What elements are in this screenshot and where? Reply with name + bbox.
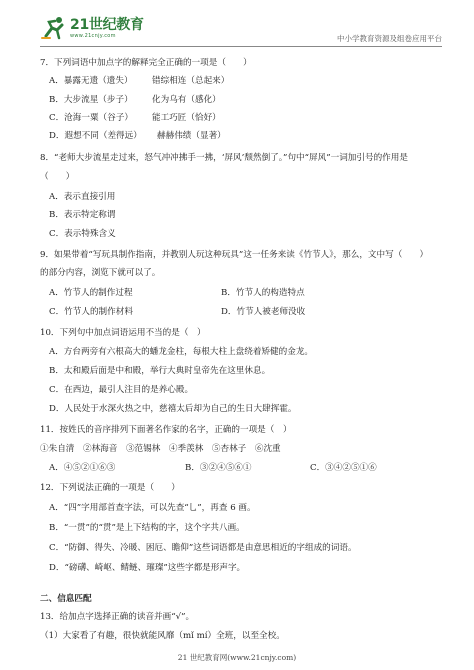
q8-option-c: C．表示特殊含义 <box>49 229 116 239</box>
page-footer: 21 世纪教育网(www.21cnjy.com) <box>177 653 297 662</box>
q13-stem: 13．给加点字选择正确的读音并画“√”。 <box>40 612 195 622</box>
q9-stem-line1: 9．如果带着“写玩具制作指南，并教别人玩这种玩具”这一任务来读《竹节人》，那么，文中写（ ） <box>40 250 429 260</box>
logo <box>40 14 144 42</box>
q7-option-a1: A．暴露无遗（遗失） <box>49 76 133 86</box>
q7-stem: 7．下列词语中加点字的解释完全正确的一项是（ ） <box>40 58 252 68</box>
logo-url: www.21cnjy.com <box>70 32 116 39</box>
q9-stem-line2: 的部分内容，浏览下就可以了。 <box>40 268 161 278</box>
q11-option-c: C．③④②⑤①⑥ <box>310 463 377 473</box>
q12-stem: 12．下列说法正确的一项是（ ） <box>40 483 180 493</box>
q9-option-a: A．竹节人的制作过程 <box>49 288 133 298</box>
q10-option-a: A．方台两旁有六根高大的蟠龙金柱，每根大柱上盘绕着矫健的金龙。 <box>49 347 314 357</box>
q8-option-b: B．表示特定称谓 <box>49 210 116 220</box>
q10-option-b: B．太和殿后面是中和殿，举行大典时皇帝先在这里休息。 <box>49 366 271 376</box>
q7-option-a2: 错综相连（总起来） <box>152 76 230 86</box>
section-2-title: 二、信息匹配 <box>40 594 92 604</box>
q12-option-d: D．“磅礴、崎岖、鲭鲢、璀璨”这些字都是形声字。 <box>49 563 246 573</box>
q8-stem: 8．“老师大步流星走过来，怒气冲冲拂手一拂，‘屏风’颓然倒了。”句中“屏风”一词加引号的作用是 <box>40 153 408 163</box>
q10-stem: 10．下列句中加点词语运用不当的是（ ） <box>40 328 206 338</box>
q7-option-d1: D．遐想不同（差得远） <box>49 131 142 141</box>
q10-option-c: C．在西边，最引人注目的是养心殿。 <box>49 385 194 395</box>
q13-sub1: （1）大家看了有趣，很快就能风靡（mǐ mí）全班，以至全校。 <box>40 631 285 641</box>
q12-option-a: A．“四”字用部首查字法，可以先查“乚”，再查 6 画。 <box>49 503 256 513</box>
q11-option-a: A．④⑤②①⑥③ <box>49 463 116 473</box>
platform-name: 中小学教育资源及组卷应用平台 <box>337 34 442 43</box>
q8-blank: （ ） <box>40 172 75 182</box>
logo-title: 21世纪教育 <box>70 16 144 33</box>
q9-option-b: B．竹节人的构造特点 <box>221 288 305 298</box>
q12-option-c: C．“防御、得失、冷暖、困厄、瞻仰”这些词语都是由意思相近的字组成的词语。 <box>49 543 357 553</box>
q7-option-d2: 赫赫伟绩（显著） <box>157 131 226 141</box>
page-header <box>40 14 442 44</box>
q8-option-a: A．表示直接引用 <box>49 192 116 202</box>
q9-option-d: D．竹节人被老师没收 <box>221 307 306 317</box>
q7-option-c2: 能工巧匠（恰好） <box>152 113 221 123</box>
q9-option-c: C．竹节人的制作材料 <box>49 307 133 317</box>
q7-option-b1: B．大步流星（步子） <box>49 95 133 105</box>
q11-names: ①朱自清 ②林海音 ③范锡林 ④季羡林 ⑤杏林子 ⑥沈重 <box>40 444 281 454</box>
header-divider <box>40 46 442 47</box>
q10-option-d: D．人民处于水深火热之中，慈禧太后却为自己的生日大肆挥霍。 <box>49 404 297 414</box>
q12-option-b: B．“一贯”的“贯”是上下结构的字，这个字共八画。 <box>49 523 245 533</box>
q7-option-b2: 化为乌有（感化） <box>152 95 221 105</box>
q11-stem: 11．按姓氏的音序排列下面著名作家的名字，正确的一项是（ ） <box>40 425 292 435</box>
q11-option-b: B．③②④⑤⑥① <box>185 463 252 473</box>
running-figure-logo-icon <box>40 16 68 40</box>
q7-option-c1: C．沧海一粟（谷子） <box>49 113 133 123</box>
